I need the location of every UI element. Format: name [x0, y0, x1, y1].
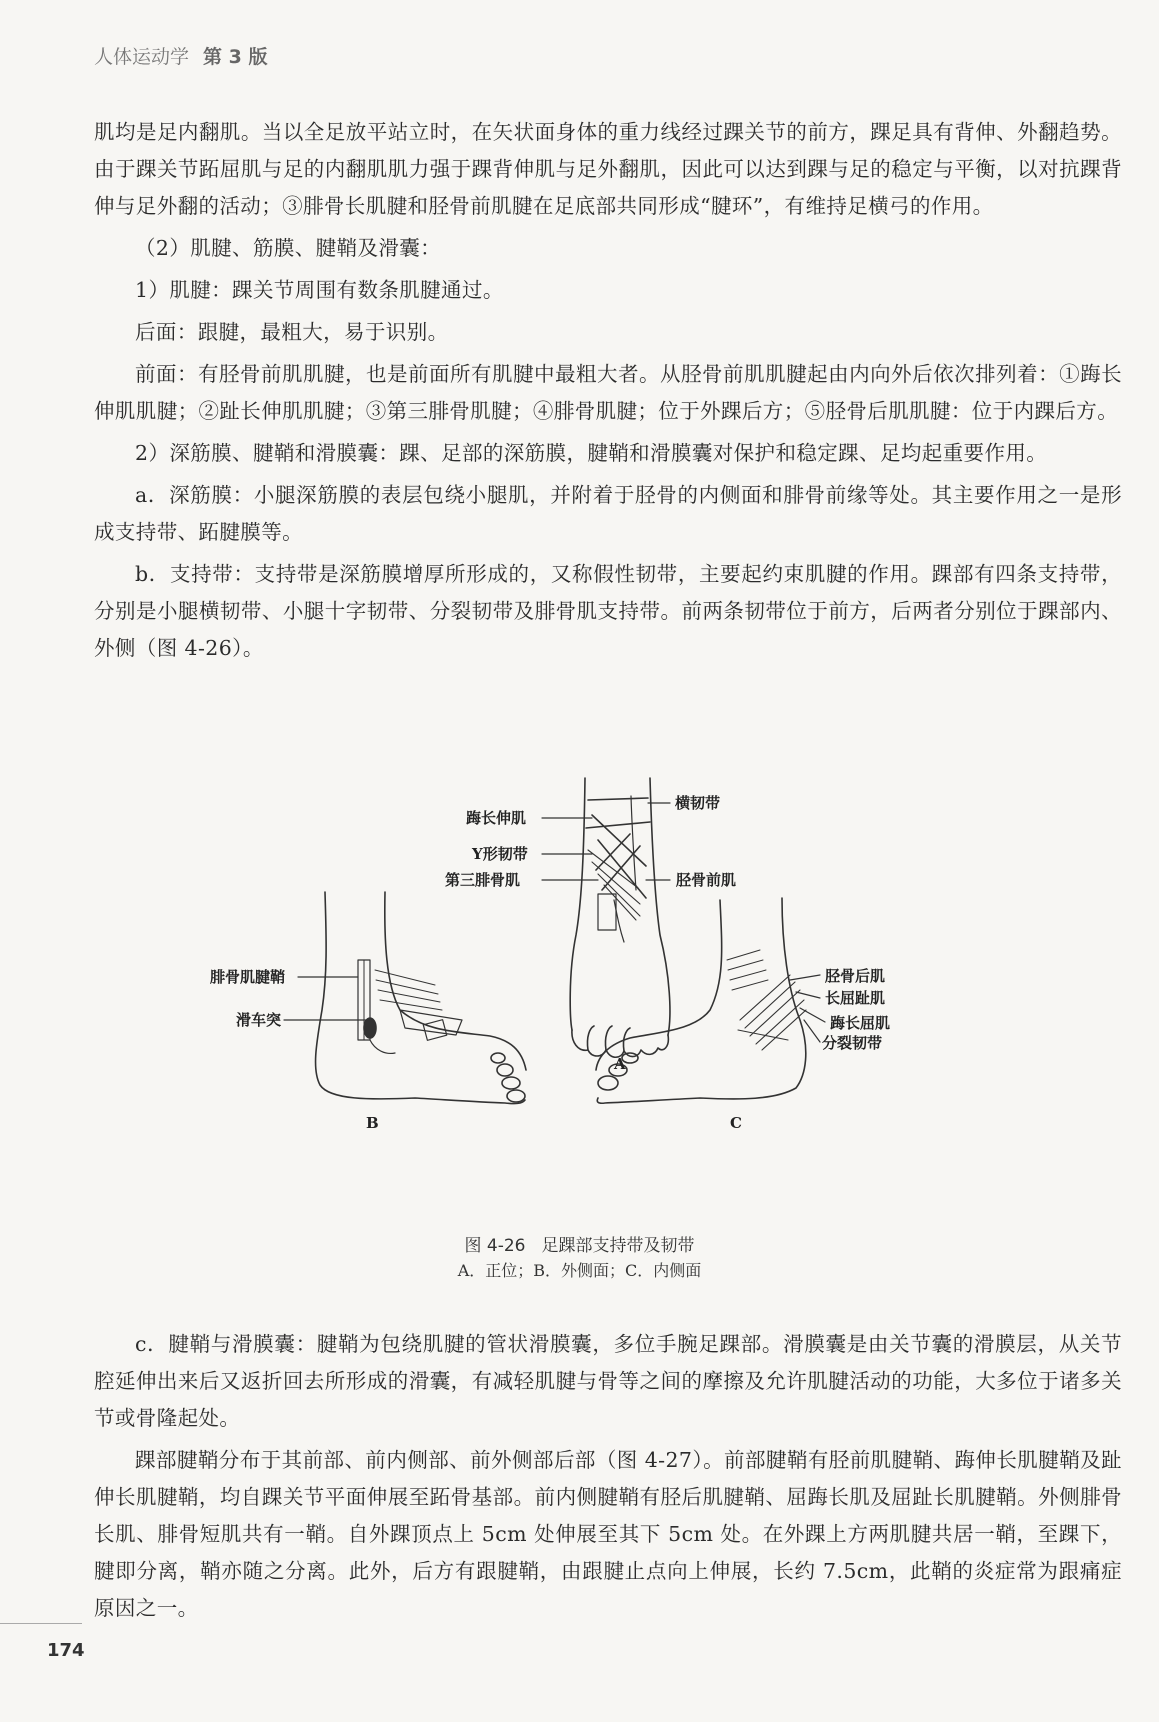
label-flexor-digitorum-longus: 长屈趾肌	[825, 989, 886, 1007]
paragraph: b．支持带：支持带是深筋膜增厚所形成的，又称假性韧带，主要起约束肌腱的作用。踝部有四条支持带，分别是小腿横韧带、小腿十字韧带、分裂韧带及腓骨肌支持带。前两条韧带位于前方，后两者分别位于踝部内、外侧（图 4-26）。	[94, 562, 1122, 660]
figure-number: 图 4-26	[464, 1236, 526, 1256]
paragraph: a．深筋膜：小腿深筋膜的表层包绕小腿肌，并附着于胫骨的内侧面和腓骨前缘等处。其主要作用之一是形成支持带、跖腱膜等。	[94, 483, 1122, 544]
label-tibialis-anterior: 胫骨前肌	[676, 871, 737, 889]
footnote-rule	[0, 1623, 82, 1624]
foot-front-view	[570, 778, 670, 1057]
paragraph: 踝部腱鞘分布于其前部、前内侧部、前外侧部后部（图 4-27）。前部腱鞘有胫前肌腱鞘、踇伸长肌腱鞘及趾伸长肌腱鞘，均自踝关节平面伸展至跖骨基部。前内侧腱鞘有胫后肌腱鞘、屈踇长肌及屈趾长肌腱鞘。外侧腓骨长肌、腓骨短肌共有一鞘。自外踝顶点上 5cm 处伸展至其下 5cm 处。在外踝上方两肌腱共居一鞘，至踝下，腱即分离，鞘亦随之分离。此外，后方有跟腱鞘，由跟腱止点向上伸展，长约 7.5cm，此鞘的炎症常为跟痛症原因之一。	[94, 1448, 1122, 1620]
label-peroneal-tendon-sheath: 腓骨肌腱鞘	[210, 968, 286, 986]
page-number: 174	[47, 1640, 85, 1661]
label-view-b: B	[366, 1114, 379, 1132]
label-flexor-hallucis-longus: 踇长屈肌	[830, 1014, 891, 1032]
paragraph: （2）肌腱、筋膜、腱鞘及滑囊：	[135, 236, 442, 260]
paragraph: c．腱鞘与滑膜囊：腱鞘为包绕肌腱的管状滑膜囊，多位手腕足踝部。滑膜囊是由关节囊的滑膜层，从关节腔延伸出来后又返折回去所形成的滑囊，有减轻肌腱与骨等之间的摩擦及允许肌腱活动的功能，大多位于诸多关节或骨隆起处。	[94, 1332, 1122, 1430]
label-extensor-hallucis-longus: 踇长伸肌	[466, 809, 527, 827]
label-view-a: A	[614, 1055, 626, 1073]
paragraph: 后面：跟腱，最粗大，易于识别。	[135, 320, 449, 344]
label-peroneus-tertius: 第三腓骨肌	[445, 871, 521, 889]
text-block-top	[94, 114, 1122, 672]
paragraph: 前面：有胫骨前肌肌腱，也是前面所有肌腱中最粗大者。从胫骨前肌肌腱起由内向外后依次排列着：①踇长伸肌肌腱；②趾长伸肌肌腱；③第三腓骨肌腱；④腓骨肌腱；位于外踝后方；⑤胫骨后肌肌腱：位于内踝后方。	[94, 362, 1122, 423]
label-transverse-ligament: 横韧带	[675, 794, 721, 812]
foot-medial-view	[596, 898, 806, 1103]
paragraph: 1）肌腱：踝关节周围有数条肌腱通过。	[135, 278, 504, 302]
label-y-ligament: Y形韧带	[472, 845, 528, 863]
book-title: 人体运动学	[94, 46, 190, 68]
paragraph: 2）深筋膜、腱鞘和滑膜囊：踝、足部的深筋膜，腱鞘和滑膜囊对保护和稳定踝、足均起重要作用。	[135, 441, 1048, 465]
label-tibialis-posterior: 胫骨后肌	[825, 967, 886, 985]
paragraph: 肌均是足内翻肌。当以全足放平站立时，在矢状面身体的重力线经过踝关节的前方，踝足具有背伸、外翻趋势。由于踝关节跖屈肌与足的内翻肌肌力强于踝背伸肌与足外翻肌，因此可以达到踝与足的稳定与平衡，以对抗踝背伸与足外翻的活动；③腓骨长肌腱和胫骨前肌腱在足底部共同形成“腱环”，有维持足横弓的作用。	[94, 120, 1122, 218]
label-flexor-retinaculum: 分裂韧带	[822, 1034, 883, 1052]
label-view-c: C	[730, 1114, 742, 1132]
figure-title: 足踝部支持带及韧带	[541, 1236, 695, 1256]
running-header	[94, 42, 267, 69]
leader-lines-lateral	[284, 977, 370, 1020]
text-block-bottom	[94, 1326, 1122, 1632]
foot-lateral-view	[316, 892, 526, 1104]
ankle-illustration	[200, 770, 960, 1200]
edition-label: 第 3 版	[203, 46, 268, 68]
figure-caption	[0, 1231, 1159, 1256]
figure-subcaption: A．正位；B．外侧面；C．内侧面	[457, 1261, 702, 1280]
label-trochlear-process: 滑车突	[236, 1011, 282, 1029]
figure-4-26	[200, 770, 960, 1300]
